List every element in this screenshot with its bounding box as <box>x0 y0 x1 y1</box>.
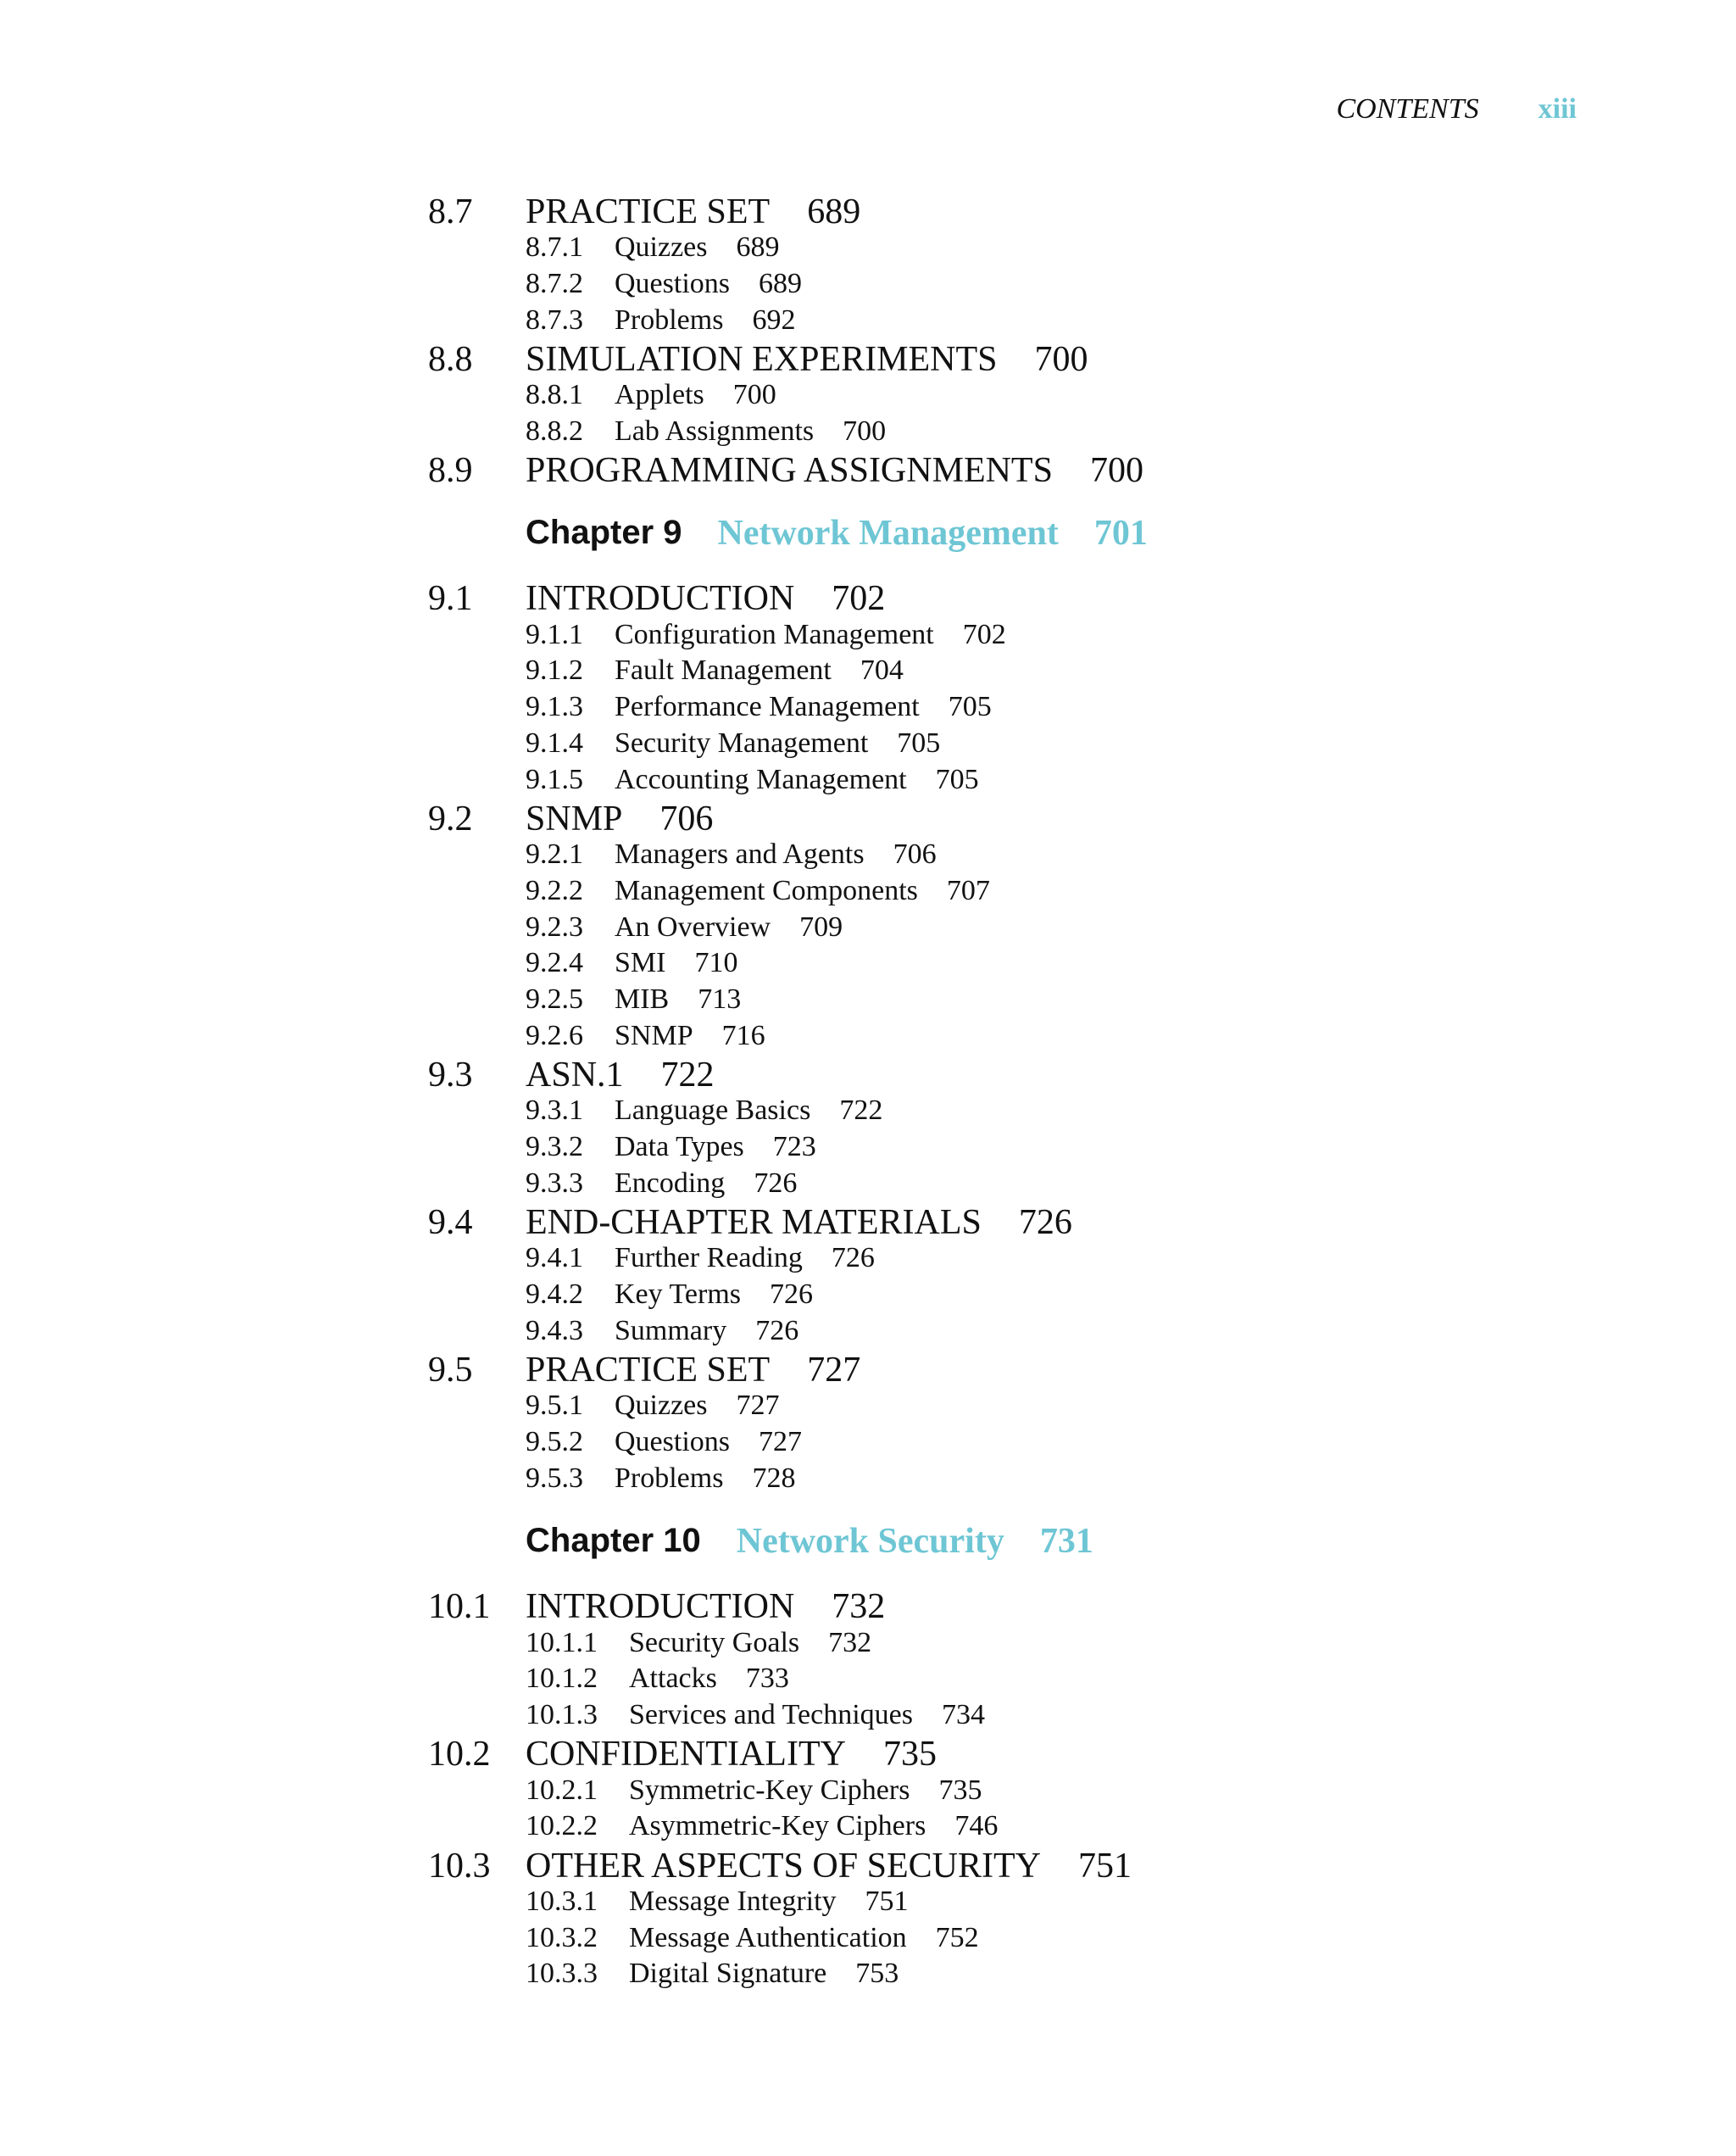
toc-subsection[interactable] <box>428 414 1445 450</box>
subsection-title: Further Reading <box>615 1242 803 1274</box>
subsection-number: 8.7.2 <box>526 268 583 300</box>
toc-subsection[interactable] <box>428 1277 1445 1313</box>
toc-section[interactable] <box>428 798 1445 837</box>
section-number: 10.3 <box>428 1846 491 1886</box>
toc-subsection[interactable] <box>428 1312 1445 1349</box>
subsection-page: 710 <box>694 947 738 979</box>
subsection-page: 726 <box>831 1242 875 1274</box>
subsection-number: 9.2.6 <box>526 1019 583 1051</box>
subsection-page: 713 <box>698 983 742 1015</box>
toc-section[interactable] <box>428 1349 1445 1388</box>
subsection-number: 10.1.1 <box>526 1626 598 1658</box>
subsection-number: 8.7.1 <box>526 231 583 264</box>
toc-subsection[interactable] <box>428 377 1445 414</box>
subsection-page: 728 <box>752 1462 796 1494</box>
subsection-number: 9.5.1 <box>526 1390 583 1422</box>
subsection-title: Problems <box>615 304 724 336</box>
subsection-page: 700 <box>843 415 887 448</box>
section-number: 8.9 <box>428 451 473 491</box>
subsection-title: Services and Techniques <box>629 1698 914 1730</box>
subsection-page: 705 <box>948 691 992 723</box>
subsection-number: 9.2.1 <box>526 838 583 871</box>
subsection-title: Symmetric-Key Ciphers <box>629 1774 910 1806</box>
subsection-number: 9.2.2 <box>526 874 583 906</box>
subsection-title: Configuration Management <box>615 618 934 650</box>
subsection-title: Quizzes <box>615 231 708 264</box>
toc-subsection[interactable] <box>428 266 1445 303</box>
subsection-number: 9.1.5 <box>526 763 583 795</box>
toc-section[interactable] <box>428 1201 1445 1243</box>
section-number: 9.1 <box>428 579 473 619</box>
toc-subsection[interactable] <box>428 982 1445 1018</box>
section-title: ASN.1 <box>526 1056 624 1095</box>
chapter-label: Chapter 9 <box>526 514 682 552</box>
chapter-10-sections <box>428 1585 1445 1992</box>
subsection-title: SNMP <box>615 1019 693 1051</box>
subsection-number: 9.1.4 <box>526 727 583 759</box>
subsection-title: Accounting Management <box>615 763 907 795</box>
subsection-title: Managers and Agents <box>615 838 865 871</box>
section-page: 700 <box>1089 451 1143 491</box>
chapter-label: Chapter 10 <box>526 1522 701 1560</box>
toc-subsection[interactable] <box>428 1919 1445 1956</box>
subsection-number: 9.2.3 <box>526 911 583 943</box>
subsection-title: Data Types <box>615 1131 744 1163</box>
subsection-number: 8.8.2 <box>526 415 583 448</box>
subsection-page: 734 <box>942 1698 986 1730</box>
table-of-contents <box>428 191 1445 1992</box>
chapter-title: Network Security <box>736 1521 1004 1561</box>
subsection-page: 700 <box>732 379 776 411</box>
subsection-number: 9.3.1 <box>526 1095 583 1127</box>
toc-subsection[interactable] <box>428 616 1445 653</box>
subsection-number: 9.1.2 <box>526 655 583 687</box>
subsection-number: 8.8.1 <box>526 379 583 411</box>
subsection-title: SMI <box>615 947 666 979</box>
subsection-page: 692 <box>752 304 796 336</box>
subsection-number: 9.4.2 <box>526 1279 583 1311</box>
subsection-number: 9.2.4 <box>526 947 583 979</box>
subsection-number: 10.2.1 <box>526 1774 598 1806</box>
toc-subsection[interactable] <box>428 1772 1445 1808</box>
toc-subsection[interactable] <box>428 1956 1445 1992</box>
toc-subsection[interactable] <box>428 1129 1445 1166</box>
section-title: END-CHAPTER MATERIALS <box>526 1203 982 1243</box>
section-title: SNMP <box>526 799 623 838</box>
subsection-title: Encoding <box>615 1167 726 1199</box>
toc-subsection[interactable] <box>428 1165 1445 1201</box>
chapter-8-tail <box>428 191 1445 491</box>
subsection-page: 706 <box>893 838 937 871</box>
subsection-page: 702 <box>962 618 1006 650</box>
section-page: 700 <box>1034 340 1088 380</box>
subsection-title: Quizzes <box>615 1390 708 1422</box>
subsection-page: 716 <box>721 1019 765 1051</box>
toc-subsection[interactable] <box>428 761 1445 798</box>
toc-subsection[interactable] <box>428 1661 1445 1697</box>
subsection-page: 726 <box>754 1167 798 1199</box>
section-title: INTRODUCTION <box>526 579 795 619</box>
toc-subsection[interactable] <box>428 1240 1445 1277</box>
subsection-page: 752 <box>935 1921 979 1953</box>
subsection-page: 705 <box>935 763 979 795</box>
subsection-title: Questions <box>615 268 730 300</box>
subsection-page: 746 <box>954 1810 999 1842</box>
subsection-number: 9.4.1 <box>526 1242 583 1274</box>
subsection-title: Security Management <box>615 727 869 759</box>
subsection-number: 9.4.3 <box>526 1314 583 1346</box>
subsection-title: Message Integrity <box>629 1885 837 1917</box>
section-page: 702 <box>832 579 886 619</box>
toc-subsection[interactable] <box>428 1461 1445 1497</box>
chapter-title: Network Management <box>717 513 1059 553</box>
subsection-title: Lab Assignments <box>615 415 815 448</box>
subsection-title: Questions <box>615 1426 730 1458</box>
toc-subsection[interactable] <box>428 1388 1445 1424</box>
section-page: 706 <box>659 799 714 838</box>
section-page: 722 <box>660 1056 715 1095</box>
subsection-title: Problems <box>615 1462 724 1494</box>
subsection-page: 727 <box>759 1426 802 1458</box>
running-head <box>1322 93 1577 136</box>
toc-subsection[interactable] <box>428 726 1445 762</box>
subsection-title: Security Goals <box>629 1626 800 1658</box>
section-title: PRACTICE SET <box>526 1351 771 1390</box>
section-title: PRACTICE SET <box>526 192 771 231</box>
subsection-title: Key Terms <box>615 1279 742 1311</box>
section-number: 9.3 <box>428 1056 473 1095</box>
subsection-title: Applets <box>615 379 704 411</box>
chapter-heading-9[interactable] <box>428 488 1445 577</box>
toc-subsection[interactable] <box>428 1093 1445 1129</box>
toc-subsection[interactable] <box>428 1884 1445 1920</box>
subsection-number: 9.1.3 <box>526 691 583 723</box>
toc-subsection[interactable] <box>428 302 1445 338</box>
section-page: 689 <box>807 192 861 231</box>
subsection-page: 723 <box>772 1131 816 1163</box>
page-number: xiii <box>1538 93 1577 125</box>
toc-section[interactable] <box>428 577 1445 619</box>
section-number: 10.2 <box>428 1735 491 1774</box>
toc-subsection[interactable] <box>428 689 1445 726</box>
toc-subsection[interactable] <box>428 909 1445 945</box>
subsection-number: 10.3.3 <box>526 1958 598 1990</box>
section-page: 751 <box>1077 1846 1132 1886</box>
subsection-page: 751 <box>865 1885 909 1917</box>
subsection-title: Management Components <box>615 874 918 906</box>
toc-subsection[interactable] <box>428 230 1445 266</box>
section-page: 732 <box>832 1587 886 1627</box>
subsection-number: 9.5.3 <box>526 1462 583 1494</box>
toc-subsection[interactable] <box>428 1017 1445 1054</box>
subsection-title: An Overview <box>615 911 771 943</box>
chapter-9-sections <box>428 577 1445 1496</box>
subsection-title: Asymmetric-Key Ciphers <box>629 1810 926 1842</box>
subsection-title: Attacks <box>629 1663 717 1695</box>
toc-subsection[interactable] <box>428 1697 1445 1734</box>
toc-section[interactable] <box>428 449 1445 491</box>
subsection-number: 10.1.3 <box>526 1698 598 1730</box>
section-title: INTRODUCTION <box>526 1587 795 1627</box>
subsection-number: 10.3.2 <box>526 1921 598 1953</box>
toc-section[interactable] <box>428 1585 1445 1627</box>
section-title: OTHER ASPECTS OF SECURITY <box>526 1846 1041 1886</box>
subsection-page: 727 <box>736 1390 780 1422</box>
chapter-heading-10[interactable] <box>428 1496 1445 1585</box>
section-number: 9.5 <box>428 1351 473 1390</box>
section-page: 735 <box>882 1735 937 1774</box>
section-page: 726 <box>1018 1203 1072 1243</box>
subsection-title: Summary <box>615 1314 727 1346</box>
chapter-page: 701 <box>1093 513 1148 553</box>
subsection-page: 726 <box>755 1314 799 1346</box>
section-number: 10.1 <box>428 1587 491 1627</box>
subsection-page: 689 <box>759 268 802 300</box>
toc-subsection[interactable] <box>428 1424 1445 1461</box>
subsection-page: 733 <box>745 1663 789 1695</box>
section-number: 9.2 <box>428 799 473 838</box>
toc-section[interactable] <box>428 1054 1445 1093</box>
toc-subsection[interactable] <box>428 1624 1445 1661</box>
section-title: SIMULATION EXPERIMENTS <box>526 340 998 380</box>
subsection-number: 9.3.2 <box>526 1131 583 1163</box>
subsection-page: 704 <box>860 655 904 687</box>
toc-section[interactable] <box>428 191 1445 230</box>
subsection-page: 689 <box>736 231 780 264</box>
subsection-number: 10.2.2 <box>526 1810 598 1842</box>
toc-subsection[interactable] <box>428 945 1445 982</box>
toc-subsection[interactable] <box>428 1808 1445 1845</box>
subsection-page: 707 <box>946 874 990 906</box>
subsection-number: 10.3.1 <box>526 1885 598 1917</box>
subsection-title: Digital Signature <box>629 1958 827 1990</box>
subsection-page: 722 <box>839 1095 883 1127</box>
section-number: 9.4 <box>428 1203 473 1243</box>
subsection-number: 9.2.5 <box>526 983 583 1015</box>
subsection-page: 753 <box>855 1958 899 1990</box>
subsection-page: 735 <box>938 1774 982 1806</box>
toc-section[interactable] <box>428 338 1445 380</box>
subsection-number: 8.7.3 <box>526 304 583 336</box>
subsection-number: 9.5.2 <box>526 1426 583 1458</box>
toc-section[interactable] <box>428 1733 1445 1772</box>
toc-section[interactable] <box>428 1845 1445 1884</box>
section-number: 8.7 <box>428 192 473 231</box>
subsection-title: Performance Management <box>615 691 920 723</box>
running-head-label: CONTENTS <box>1336 93 1479 125</box>
subsection-title: Language Basics <box>615 1095 811 1127</box>
subsection-number: 9.3.3 <box>526 1167 583 1199</box>
subsection-number: 9.1.1 <box>526 618 583 650</box>
section-title: PROGRAMMING ASSIGNMENTS <box>526 451 1053 491</box>
toc-subsection[interactable] <box>428 873 1445 910</box>
toc-subsection[interactable] <box>428 837 1445 873</box>
subsection-page: 709 <box>799 911 843 943</box>
subsection-page: 726 <box>770 1279 814 1311</box>
subsection-title: MIB <box>615 983 670 1015</box>
subsection-page: 732 <box>828 1626 872 1658</box>
section-page: 727 <box>807 1351 861 1390</box>
subsection-title: Fault Management <box>615 655 832 687</box>
chapter-page: 731 <box>1039 1521 1093 1561</box>
section-number: 8.8 <box>428 340 473 380</box>
subsection-page: 705 <box>897 727 941 759</box>
subsection-title: Message Authentication <box>629 1921 907 1953</box>
subsection-number: 10.1.2 <box>526 1663 598 1695</box>
section-title: CONFIDENTIALITY <box>526 1735 846 1774</box>
toc-subsection[interactable] <box>428 653 1445 689</box>
